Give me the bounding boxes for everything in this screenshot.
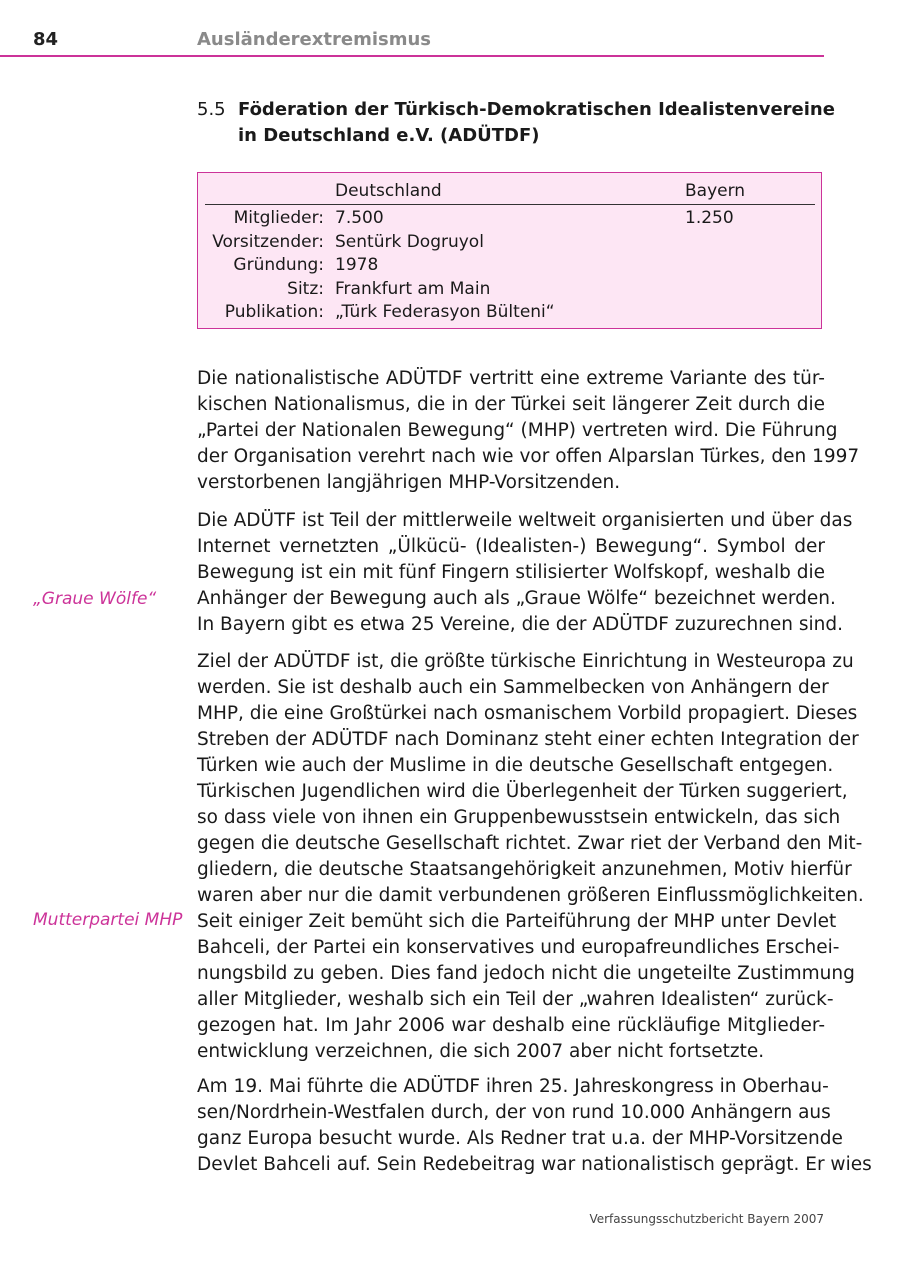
text-line: sen/Nordrhein-Westfalen durch, der von rund 10.000 Anhängern aus	[197, 1102, 831, 1123]
text-line: Bewegung ist ein mit fünf Fingern stilisierter Wolfskopf, weshalb die	[197, 562, 825, 583]
paragraph-intro	[197, 366, 860, 496]
section-number: 5.5	[197, 99, 226, 120]
text-line: Türkischen Jugendlichen wird die Überlegenheit der Türken suggeriert,	[197, 781, 848, 802]
margin-note-mutterpartei: Mutterpartei MHP	[33, 910, 183, 930]
fact-label: Publikation:	[224, 302, 324, 322]
column-header-deutschland: Deutschland	[335, 181, 442, 201]
text-line: Am 19. Mai führte die ADÜTDF ihren 25. Jahreskongress in Oberhau-	[197, 1076, 829, 1097]
text-line: Streben der ADÜTDF nach Dominanz steht einer echten Integration der	[197, 729, 859, 750]
text-line: Türken wie auch der Muslime in die deutsche Gesellschaft entgegen.	[197, 755, 834, 776]
paragraph-kongress	[197, 1074, 872, 1178]
text-line: Bahceli, der Partei ein konservatives und europafreundliches Erschei-	[197, 937, 840, 958]
text-line: kischen Nationalismus, die in der Türkei seit längerer Zeit durch die	[197, 394, 825, 415]
text-line: Die ADÜTF ist Teil der mittlerweile weltweit organisierten und über das	[197, 510, 853, 531]
text-line: werden. Sie ist deshalb auch ein Sammelbecken von Anhängern der	[197, 677, 829, 698]
text-line: gliedern, die deutsche Staatsangehörigkeit anzunehmen, Motiv hierfür	[197, 859, 852, 880]
fact-row-vorsitzender	[198, 231, 821, 255]
text-line: MHP, die eine Großtürkei nach osmanischem Vorbild propagiert. Dieses	[197, 703, 858, 724]
text-line: Seit einiger Zeit bemüht sich die Parteiführung der MHP unter Devlet	[197, 911, 837, 932]
header-divider	[205, 204, 815, 205]
fact-value-deutschland: 1978	[335, 255, 379, 275]
section-heading	[197, 97, 837, 149]
text-line: entwicklung verzeichnen, die sich 2007 aber nicht fortsetzte.	[197, 1041, 765, 1062]
fact-label: Gründung:	[233, 255, 324, 275]
text-line: Devlet Bahceli auf. Sein Redebeitrag war nationalistisch geprägt. Er wies	[197, 1154, 872, 1175]
fact-label: Vorsitzender:	[212, 231, 324, 252]
fact-box	[197, 172, 822, 329]
fact-row-mitglieder	[198, 207, 821, 231]
fact-value-deutschland: Sentürk Dogruyol	[335, 231, 484, 252]
text-line: Ziel der ADÜTDF ist, die größte türkische Einrichtung in Westeuropa zu	[197, 651, 854, 672]
header-rule	[0, 55, 824, 57]
fact-value-deutschland: Frankfurt am Main	[335, 278, 491, 299]
fact-label: Mitglieder:	[233, 208, 324, 228]
margin-note-graue-woelfe: „Graue Wölfe“	[33, 589, 157, 609]
section-title-line: in Deutschland e.V. (ADÜTDF)	[238, 125, 540, 146]
text-line: gegen die deutsche Gesellschaft richtet. Zwar riet der Verband den Mit-	[197, 833, 863, 854]
text-line: aller Mitglieder, weshalb sich ein Teil der „wahren Idealisten“ zurück-	[197, 989, 834, 1010]
text-line: Internet vernetzten „Ülkücü- (Idealisten-) Bewegung“. Symbol der	[197, 536, 825, 557]
text-line: Die nationalistische ADÜTDF vertritt eine extreme Variante des tür-	[197, 368, 825, 389]
fact-value-deutschland: 7.500	[335, 208, 384, 228]
text-line: waren aber nur die damit verbundenen größeren Einflussmöglichkeiten.	[197, 885, 864, 906]
footer-text: Verfassungsschutzbericht Bayern 2007	[589, 1212, 824, 1226]
text-line: Anhänger der Bewegung auch als „Graue Wölfe“ bezeichnet werden.	[197, 588, 836, 609]
text-line: ganz Europa besucht wurde. Als Redner trat u.a. der MHP-Vorsitzende	[197, 1128, 843, 1149]
fact-row-publikation	[198, 301, 821, 325]
column-header-bayern: Bayern	[685, 181, 746, 201]
paragraph-ziel	[197, 649, 864, 1065]
fact-label: Sitz:	[287, 278, 324, 299]
text-line: „Partei der Nationalen Bewegung“ (MHP) vertreten wird. Die Führung	[197, 420, 838, 441]
section-title-line: Föderation der Türkisch-Demokratischen Idealistenvereine	[238, 99, 835, 120]
text-line: In Bayern gibt es etwa 25 Vereine, die der ADÜTDF zuzurechnen sind.	[197, 614, 844, 635]
running-head: Ausländerextremismus	[197, 29, 431, 50]
text-line: nungsbild zu geben. Dies fand jedoch nicht die ungeteilte Zustimmung	[197, 963, 855, 984]
fact-value-bayern: 1.250	[685, 208, 734, 228]
text-line: verstorbenen langjährigen MHP-Vorsitzenden.	[197, 472, 621, 493]
text-line: so dass viele von ihnen ein Gruppenbewusstsein entwickeln, das sich	[197, 807, 841, 828]
fact-row-gruendung	[198, 254, 821, 278]
fact-row-sitz	[198, 278, 821, 302]
text-line: der Organisation verehrt nach wie vor offen Alparslan Türkes, den 1997	[197, 446, 860, 467]
fact-rows	[198, 207, 821, 325]
fact-value-deutschland: „Türk Federasyon Bülteni“	[335, 302, 555, 322]
paragraph-bewegung	[197, 508, 853, 638]
text-line: gezogen hat. Im Jahr 2006 war deshalb eine rückläufige Mitglieder-	[197, 1015, 825, 1036]
page-number: 84	[33, 29, 59, 50]
